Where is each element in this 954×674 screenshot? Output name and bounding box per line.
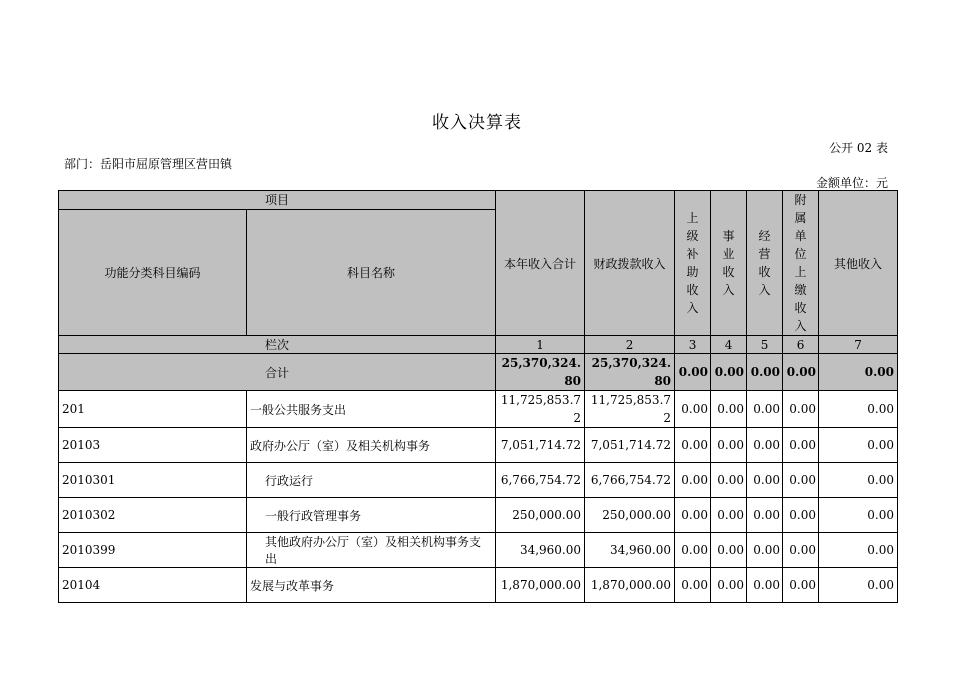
row-name: 一般公共服务支出 [247, 391, 496, 428]
header-business: 事 业 收 入 [711, 191, 747, 336]
table-row [59, 533, 898, 568]
row-superior: 0.00 [675, 463, 711, 498]
row-other: 0.00 [819, 533, 898, 568]
row-fiscal: 34,960.00 [585, 533, 675, 568]
summary-row [59, 354, 898, 391]
form-number: 公开 02 表 [829, 141, 888, 155]
row-code: 2010301 [59, 463, 247, 498]
amount-unit: 金额单位：元 [815, 176, 888, 190]
header-fiscal: 财政拨款收入 [585, 191, 675, 336]
department-label: 部门：岳阳市屈原管理区营田镇 [64, 157, 233, 171]
row-operation: 0.00 [747, 533, 783, 568]
summary-label: 合计 [59, 354, 496, 391]
row-business: 0.00 [711, 391, 747, 428]
row-fiscal: 1,870,000.00 [585, 568, 675, 603]
row-name: 一般行政管理事务 [247, 498, 496, 533]
row-affiliated: 0.00 [783, 391, 819, 428]
row-code: 2010302 [59, 498, 247, 533]
header-affiliated: 附 属 单 位 上 缴 收 入 [783, 191, 819, 336]
row-name: 其他政府办公厅（室）及相关机构事务支出 [247, 533, 496, 568]
row-operation: 0.00 [747, 568, 783, 603]
row-superior: 0.00 [675, 533, 711, 568]
row-operation: 0.00 [747, 463, 783, 498]
row-other: 0.00 [819, 498, 898, 533]
summary-operation: 0.00 [747, 354, 783, 391]
row-total: 250,000.00 [496, 498, 585, 533]
row-total: 11,725,853.72 [496, 391, 585, 428]
row-operation: 0.00 [747, 391, 783, 428]
row-affiliated: 0.00 [783, 568, 819, 603]
row-total: 6,766,754.72 [496, 463, 585, 498]
column-number: 3 [675, 336, 711, 354]
row-superior: 0.00 [675, 391, 711, 428]
row-fiscal: 6,766,754.72 [585, 463, 675, 498]
column-number: 4 [711, 336, 747, 354]
row-code: 20104 [59, 568, 247, 603]
row-superior: 0.00 [675, 498, 711, 533]
summary-fiscal: 25,370,324.80 [585, 354, 675, 391]
row-other: 0.00 [819, 463, 898, 498]
row-name: 行政运行 [247, 463, 496, 498]
row-superior: 0.00 [675, 428, 711, 463]
row-affiliated: 0.00 [783, 428, 819, 463]
column-number: 7 [819, 336, 898, 354]
row-name: 发展与改革事务 [247, 568, 496, 603]
income-table [58, 190, 898, 603]
column-number: 2 [585, 336, 675, 354]
column-number: 6 [783, 336, 819, 354]
row-total: 1,870,000.00 [496, 568, 585, 603]
column-row-label: 栏次 [59, 336, 496, 354]
table-row [59, 463, 898, 498]
row-total: 34,960.00 [496, 533, 585, 568]
summary-other: 0.00 [819, 354, 898, 391]
row-operation: 0.00 [747, 428, 783, 463]
row-code: 2010399 [59, 533, 247, 568]
row-other: 0.00 [819, 428, 898, 463]
row-fiscal: 7,051,714.72 [585, 428, 675, 463]
header-project: 项目 [59, 191, 496, 210]
row-affiliated: 0.00 [783, 498, 819, 533]
row-business: 0.00 [711, 498, 747, 533]
table-row [59, 391, 898, 428]
summary-total: 25,370,324.80 [496, 354, 585, 391]
table-row [59, 568, 898, 603]
row-code: 201 [59, 391, 247, 428]
row-superior: 0.00 [675, 568, 711, 603]
row-business: 0.00 [711, 568, 747, 603]
summary-business: 0.00 [711, 354, 747, 391]
row-business: 0.00 [711, 533, 747, 568]
row-other: 0.00 [819, 568, 898, 603]
header-other: 其他收入 [819, 191, 898, 336]
summary-affiliated: 0.00 [783, 354, 819, 391]
row-other: 0.00 [819, 391, 898, 428]
header-code: 功能分类科目编码 [59, 209, 247, 336]
summary-superior: 0.00 [675, 354, 711, 391]
row-operation: 0.00 [747, 498, 783, 533]
column-number: 1 [496, 336, 585, 354]
row-total: 7,051,714.72 [496, 428, 585, 463]
table-row [59, 428, 898, 463]
row-fiscal: 11,725,853.72 [585, 391, 675, 428]
row-name: 政府办公厅（室）及相关机构事务 [247, 428, 496, 463]
row-affiliated: 0.00 [783, 463, 819, 498]
header-total: 本年收入合计 [496, 191, 585, 336]
row-fiscal: 250,000.00 [585, 498, 675, 533]
header-superior: 上 级 补 助 收 入 [675, 191, 711, 336]
row-business: 0.00 [711, 428, 747, 463]
page-title: 收入决算表 [432, 113, 522, 133]
row-code: 20103 [59, 428, 247, 463]
table-row [59, 498, 898, 533]
header-name: 科目名称 [247, 209, 496, 336]
column-number: 5 [747, 336, 783, 354]
row-business: 0.00 [711, 463, 747, 498]
row-affiliated: 0.00 [783, 533, 819, 568]
header-operation: 经 营 收 入 [747, 191, 783, 336]
